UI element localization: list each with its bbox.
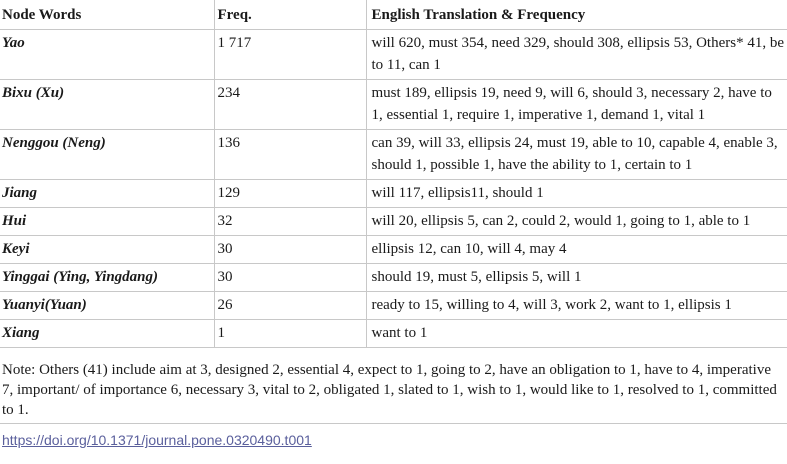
header-node-words: Node Words [0, 0, 214, 30]
table-row [0, 180, 787, 208]
header-translation: English Translation & Frequency [366, 0, 787, 30]
freq-cell: 129 [214, 180, 366, 208]
header-row [0, 0, 787, 30]
node-word-cell: Keyi [0, 236, 214, 264]
node-word-cell: Hui [0, 208, 214, 236]
table-row [0, 264, 787, 292]
header-freq: Freq. [214, 0, 366, 30]
node-word-cell: Bixu (Xu) [0, 80, 214, 130]
translation-cell: will 620, must 354, need 329, should 308, ellipsis 53, Others* 41, be to 11, can 1 [366, 30, 787, 80]
translation-cell: want to 1 [366, 320, 787, 348]
translation-cell: can 39, will 33, ellipsis 24, must 19, able to 10, capable 4, enable 3, should 1, possible 1, have the ability to 1, certain to 1 [366, 130, 787, 180]
table-row [0, 208, 787, 236]
table-row [0, 130, 787, 180]
translation-cell: should 19, must 5, ellipsis 5, will 1 [366, 264, 787, 292]
translation-cell: ellipsis 12, can 10, will 4, may 4 [366, 236, 787, 264]
freq-cell: 1 717 [214, 30, 366, 80]
translation-cell: will 20, ellipsis 5, can 2, could 2, would 1, going to 1, able to 1 [366, 208, 787, 236]
table-row [0, 236, 787, 264]
freq-cell: 234 [214, 80, 366, 130]
node-word-cell: Yao [0, 30, 214, 80]
freq-cell: 136 [214, 130, 366, 180]
table-footnote: Note: Others (41) include aim at 3, designed 2, essential 4, expect to 1, going to 2, have an obligation to 1, have to 4, imperative 7, important/ of importance 6, necessary 3, vital to 2, obligated 1, slated to 1, wish to 1, would like to 1, resolved to 1, committed to 1. [0, 348, 787, 424]
node-word-cell: Yinggai (Ying, Yingdang) [0, 264, 214, 292]
table-row [0, 292, 787, 320]
translation-cell: ready to 15, willing to 4, will 3, work 2, want to 1, ellipsis 1 [366, 292, 787, 320]
freq-cell: 1 [214, 320, 366, 348]
table-row [0, 30, 787, 80]
translation-cell: will 117, ellipsis11, should 1 [366, 180, 787, 208]
freq-cell: 26 [214, 292, 366, 320]
node-word-cell: Xiang [0, 320, 214, 348]
translation-cell: must 189, ellipsis 19, need 9, will 6, should 3, necessary 2, have to 1, essential 1, require 1, imperative 1, demand 1, vital 1 [366, 80, 787, 130]
freq-cell: 30 [214, 264, 366, 292]
table-row [0, 80, 787, 130]
node-word-cell: Yuanyi(Yuan) [0, 292, 214, 320]
node-word-cell: Jiang [0, 180, 214, 208]
doi-link[interactable]: https://doi.org/10.1371/journal.pone.0320490.t001 [2, 432, 312, 448]
freq-cell: 32 [214, 208, 366, 236]
node-word-cell: Nenggou (Neng) [0, 130, 214, 180]
freq-cell: 30 [214, 236, 366, 264]
table-row [0, 320, 787, 348]
